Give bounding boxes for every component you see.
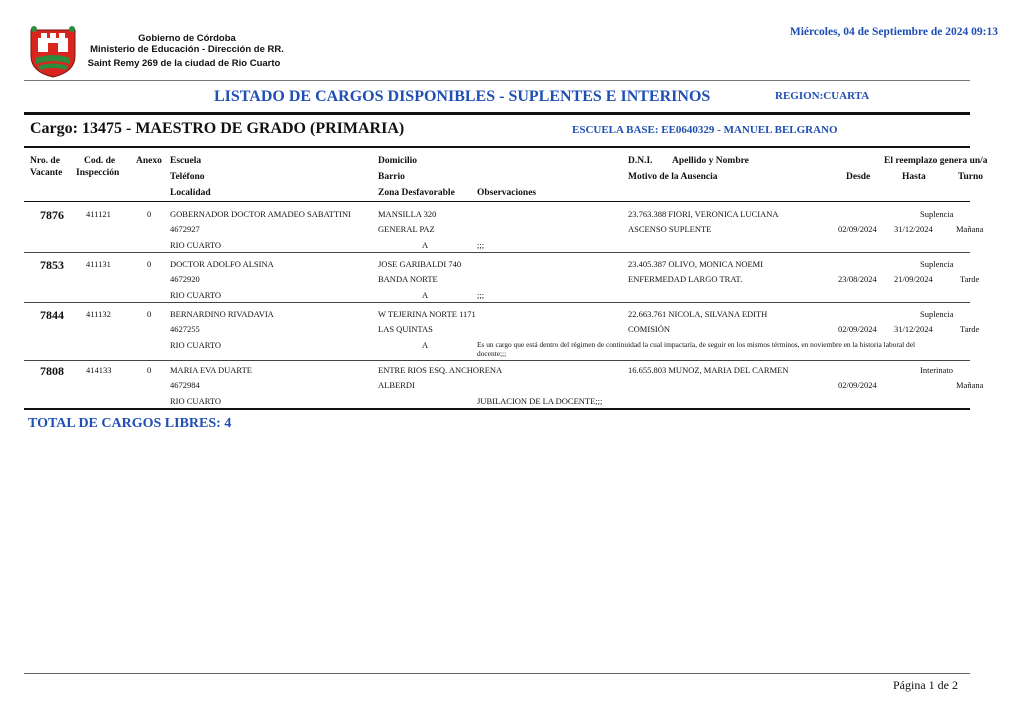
cod-inspeccion: 411131 xyxy=(86,259,111,269)
dni-nombre: 16.655.803 MUNOZ, MARIA DEL CARMEN xyxy=(628,365,789,375)
nro-vacante: 7876 xyxy=(40,208,64,222)
col-anexo: Anexo xyxy=(136,156,162,166)
nro-vacante: 7853 xyxy=(40,258,64,272)
barrio: BANDA NORTE xyxy=(378,274,438,284)
domicilio: W TEJERINA NORTE 1171 xyxy=(378,309,476,319)
motivo: COMISIÓN xyxy=(628,324,671,334)
footer-divider xyxy=(24,673,970,674)
title-divider xyxy=(24,112,970,115)
nro-vacante: 7808 xyxy=(40,364,64,378)
col-telefono: Teléfono xyxy=(170,172,205,182)
zona: A xyxy=(422,290,429,300)
localidad: RIO CUARTO xyxy=(170,340,222,350)
cod-inspeccion: 414133 xyxy=(86,365,112,375)
cordoba-coat-of-arms-icon xyxy=(28,24,78,78)
escuela: DOCTOR ADOLFO ALSINA xyxy=(170,259,274,269)
turno: Mañana xyxy=(956,380,984,390)
desde: 02/09/2024 xyxy=(838,224,877,234)
desde: 23/08/2024 xyxy=(838,274,877,284)
localidad: RIO CUARTO xyxy=(170,290,222,300)
dni-nombre: 22.663.761 NICOLA, SILVANA EDITH xyxy=(628,309,768,319)
col-nro-vacante-2: Vacante xyxy=(30,168,63,178)
row-divider xyxy=(24,252,970,253)
table-bottom-divider xyxy=(24,408,970,410)
row-divider xyxy=(24,302,970,303)
org-address: Saint Remy 269 de la ciudad de Rio Cuarto xyxy=(87,58,281,69)
col-dni: D.N.I. xyxy=(628,156,653,166)
header-divider xyxy=(24,80,970,81)
observaciones-cont: docente;;; xyxy=(477,349,507,358)
telefono: 4627255 xyxy=(170,324,200,334)
escuela: MARIA EVA DUARTE xyxy=(170,365,252,375)
col-turno: Turno xyxy=(958,172,983,182)
cod-inspeccion: 411132 xyxy=(86,309,111,319)
col-nro-vacante: Nro. de xyxy=(30,156,60,166)
telefono: 4672984 xyxy=(170,380,200,390)
localidad: RIO CUARTO xyxy=(170,240,222,250)
nro-vacante: 7844 xyxy=(40,308,64,322)
hasta: 31/12/2024 xyxy=(894,224,933,234)
col-zona: Zona Desfavorable xyxy=(378,188,455,198)
col-desde: Desde xyxy=(846,172,871,182)
escuela-base: ESCUELA BASE: EE0640329 - MANUEL BELGRANO xyxy=(572,124,838,136)
observaciones: ;;; xyxy=(477,290,485,300)
observaciones: JUBILACION DE LA DOCENTE;;; xyxy=(477,396,603,406)
tipo-reemplazo: Suplencia xyxy=(920,309,954,319)
org-ministry: Ministerio de Educación - Dirección de RR. xyxy=(90,44,284,55)
report-datetime: Miércoles, 04 de Septiembre de 2024 09:13 xyxy=(789,26,998,38)
col-domicilio: Domicilio xyxy=(378,156,418,166)
barrio: ALBERDI xyxy=(378,380,415,390)
anexo: 0 xyxy=(147,259,152,269)
domicilio: MANSILLA 320 xyxy=(378,209,437,219)
tipo-reemplazo: Suplencia xyxy=(920,209,954,219)
col-hasta: Hasta xyxy=(902,172,926,182)
zona: A xyxy=(422,240,429,250)
barrio: GENERAL PAZ xyxy=(378,224,435,234)
hasta: 31/12/2024 xyxy=(894,324,933,334)
total-cargos: TOTAL DE CARGOS LIBRES: 4 xyxy=(28,416,232,431)
col-cod-inspeccion: Cod. de xyxy=(84,156,116,166)
domicilio: ENTRE RIOS ESQ. ANCHORENA xyxy=(378,365,503,375)
observaciones: ;;; xyxy=(477,240,485,250)
dni-nombre: 23.405.387 OLIVO, MONICA NOEMI xyxy=(628,259,764,269)
col-reemplazo: El reemplazo genera un/a xyxy=(884,156,988,166)
turno: Mañana xyxy=(956,224,984,234)
turno: Tarde xyxy=(960,324,980,334)
zona: A xyxy=(422,340,429,350)
table-header-divider xyxy=(24,201,970,202)
telefono: 4672920 xyxy=(170,274,200,284)
col-observaciones: Observaciones xyxy=(477,188,537,198)
domicilio: JOSE GARIBALDI 740 xyxy=(378,259,462,269)
telefono: 4672927 xyxy=(170,224,200,234)
dni-nombre: 23.763.388 FIORI, VERONICA LUCIANA xyxy=(628,209,779,219)
col-barrio: Barrio xyxy=(378,172,405,182)
motivo: ASCENSO SUPLENTE xyxy=(628,224,712,234)
col-escuela: Escuela xyxy=(170,156,202,166)
motivo: ENFERMEDAD LARGO TRAT. xyxy=(628,274,743,284)
anexo: 0 xyxy=(147,209,152,219)
desde: 02/09/2024 xyxy=(838,380,877,390)
col-localidad: Localidad xyxy=(170,188,211,198)
page-number: Página 1 de 2 xyxy=(893,678,958,692)
cod-inspeccion: 411121 xyxy=(86,209,111,219)
localidad: RIO CUARTO xyxy=(170,396,222,406)
col-motivo: Motivo de la Ausencia xyxy=(628,172,718,182)
tipo-reemplazo: Interinato xyxy=(920,365,954,375)
turno: Tarde xyxy=(960,274,980,284)
row-divider xyxy=(24,360,970,361)
hasta: 21/09/2024 xyxy=(894,274,933,284)
anexo: 0 xyxy=(147,365,152,375)
escuela: BERNARDINO RIVADAVIA xyxy=(170,309,274,319)
anexo: 0 xyxy=(147,309,152,319)
cargo-divider xyxy=(24,146,970,148)
tipo-reemplazo: Suplencia xyxy=(920,259,954,269)
org-name: Gobierno de Córdoba xyxy=(138,33,236,44)
page-title: LISTADO DE CARGOS DISPONIBLES - SUPLENTES E INTERINOS xyxy=(214,88,711,105)
escuela: GOBERNADOR DOCTOR AMADEO SABATTINI xyxy=(170,209,351,219)
desde: 02/09/2024 xyxy=(838,324,877,334)
observaciones: Es un cargo que está dentro del régimen de continuidad la cual impactaría, de seguir en los mismos términos, en noviembre en la historia laboral del xyxy=(477,340,916,349)
col-cod-inspeccion-2: Inspección xyxy=(76,168,120,178)
col-apellido-nombre: Apellido y Nombre xyxy=(672,156,749,166)
barrio: LAS QUINTAS xyxy=(378,324,433,334)
cargo-title: Cargo: 13475 - MAESTRO DE GRADO (PRIMARIA) xyxy=(30,120,405,137)
region-label: REGION:CUARTA xyxy=(775,90,870,102)
